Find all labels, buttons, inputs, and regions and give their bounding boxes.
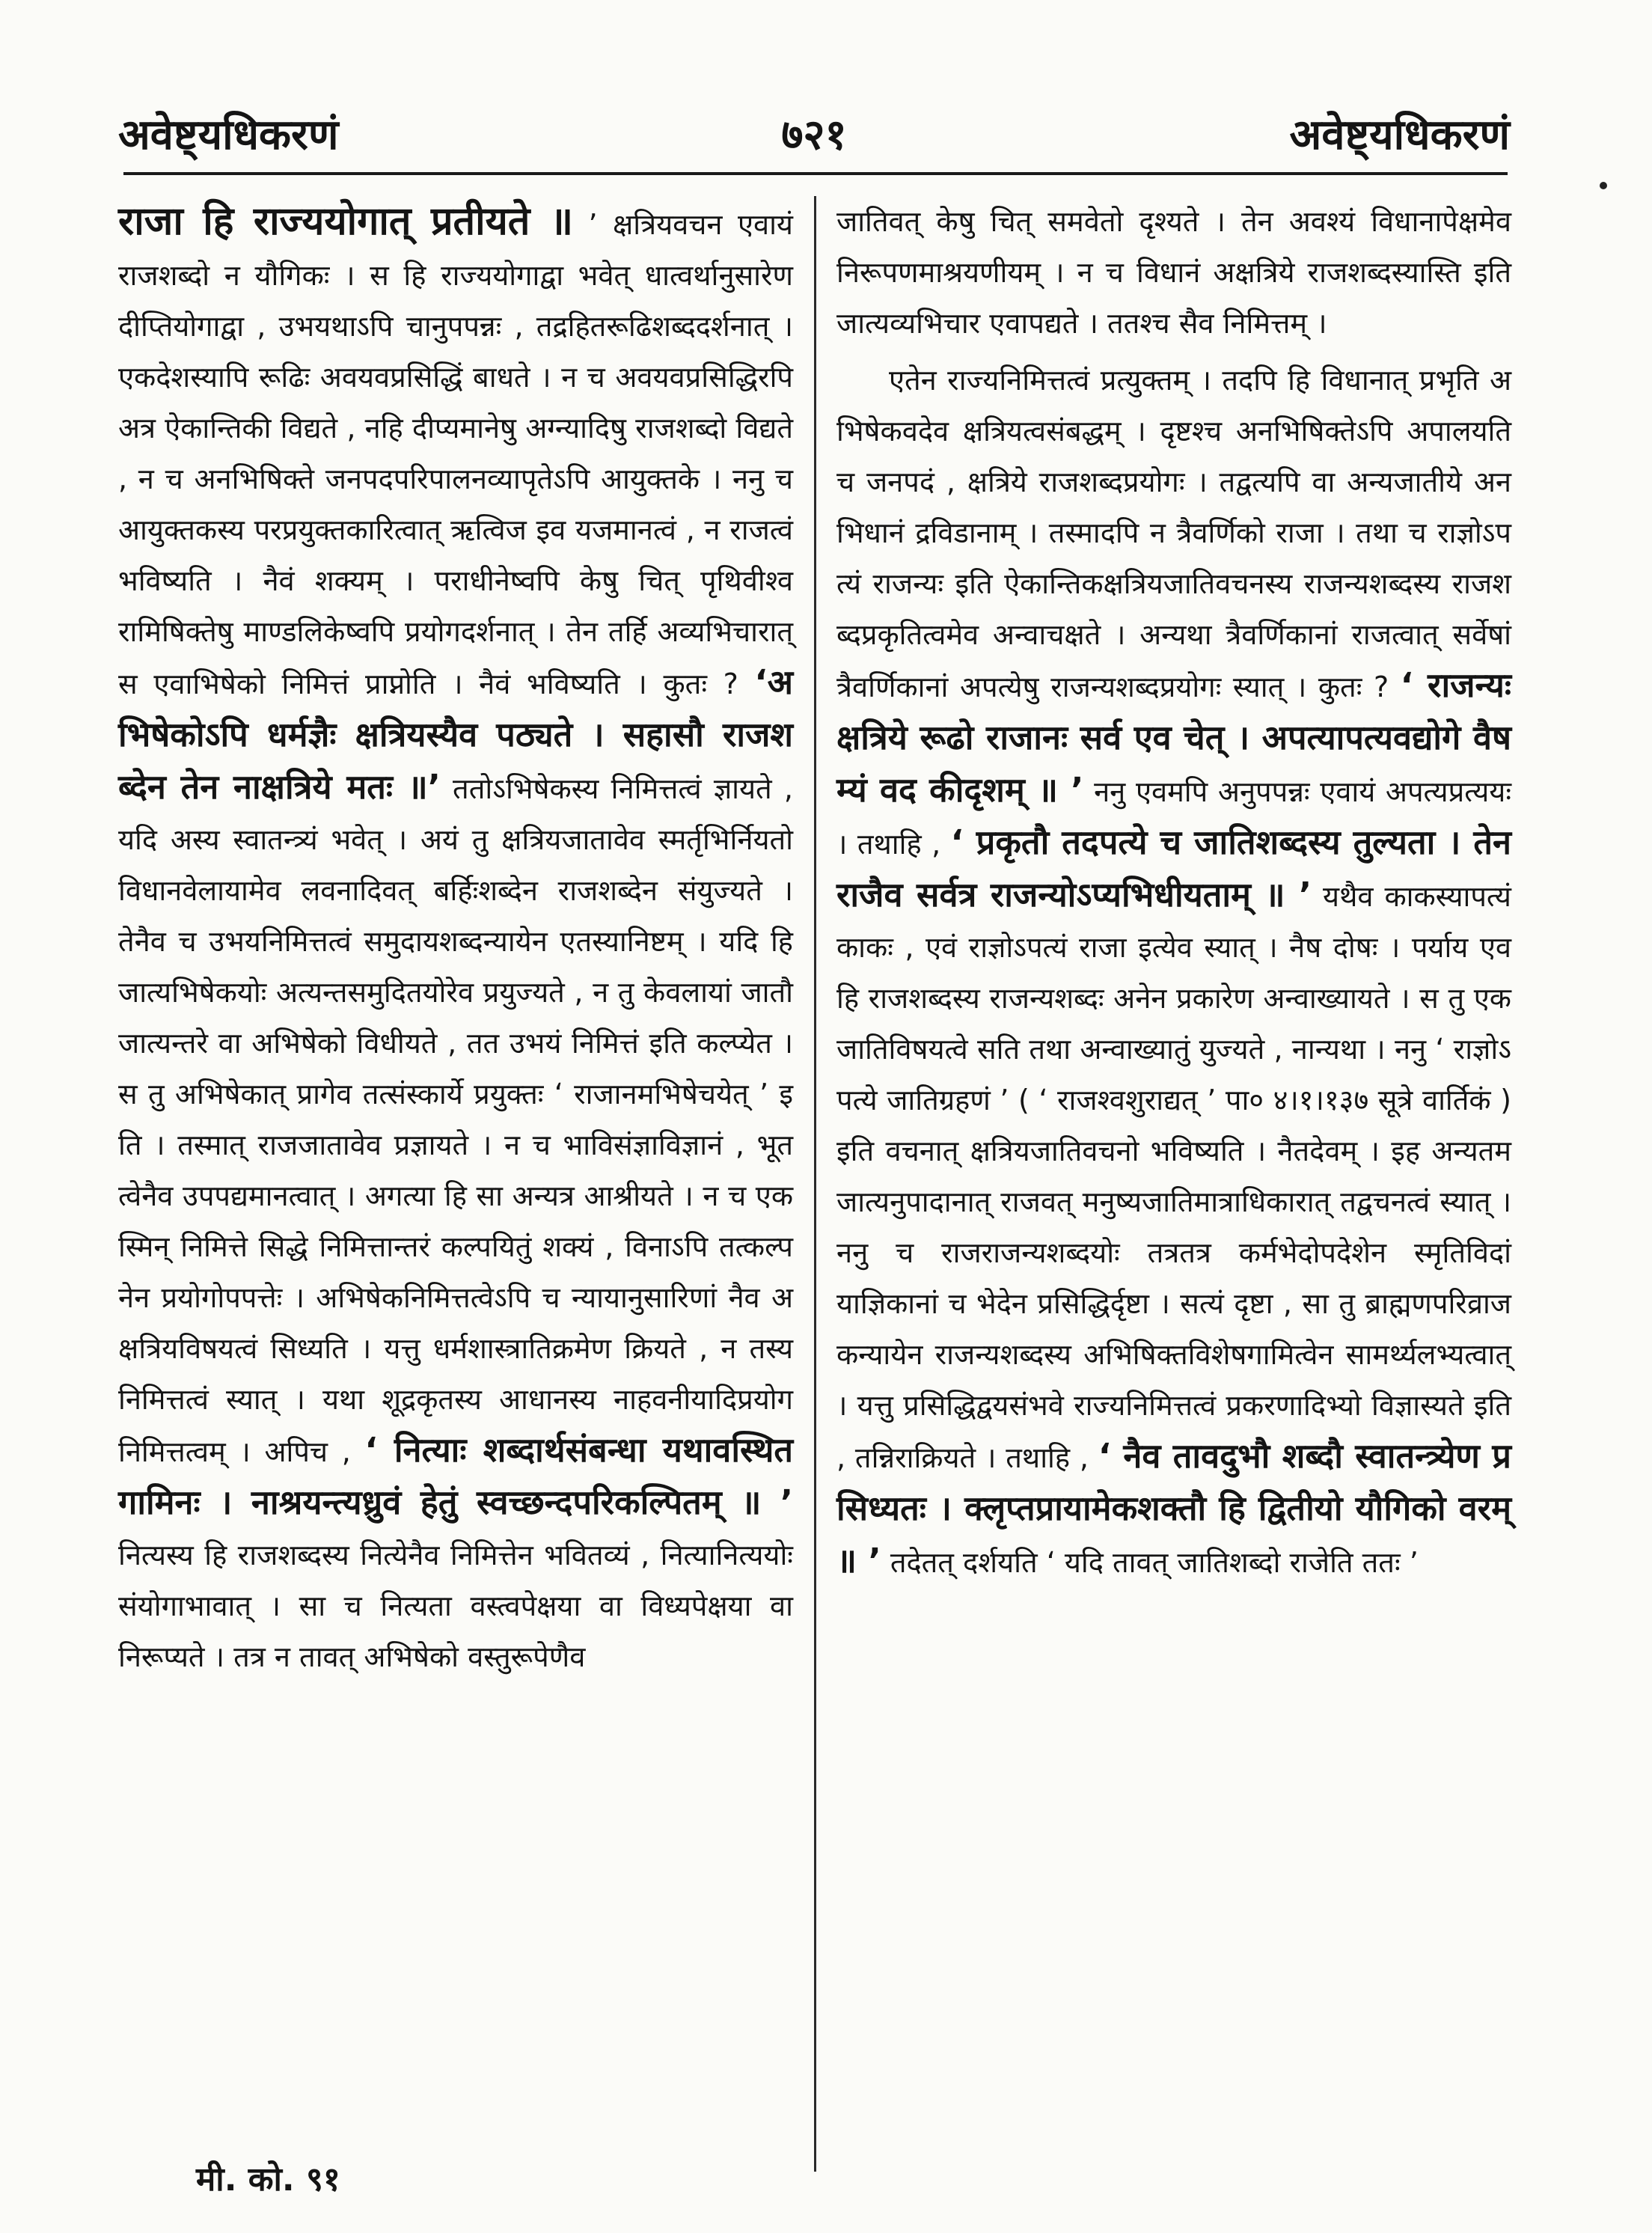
right-text-5: तदेतत् दर्शयति ‘ यदि तावत् जातिशब्दो राजेति ततः ’: [890, 1546, 1419, 1579]
stray-mark: [1600, 182, 1607, 189]
right-paragraph-1: जातिवत् केषु चित् समवेतो दृश्यते । तेन अवश्यं विधानापेक्षमेव निरूपणमाश्रयणीयम् । न च विधानं अक्षत्रिये राजशब्दस्यास्ति इति जात्यव्यभिचार एवापद्यते । ततश्च सैव निमित्तम् ।: [836, 205, 1511, 340]
left-verse-2: ‘ नित्याः शब्दार्थसंबन्धा यथावस्थितगामिनः । नाश्रयन्त्यध्रुवं हेतुं स्वच्छन्दपरिकल्पितम् ॥ ’: [118, 1430, 793, 1522]
left-text-1: ’ क्षत्रियवचन एवायं राजशब्दो न यौगिकः । स हि राज्ययोगाद्वा भवेत् धात्वर्थानुसारेण दीप्तियोगाद्वा , उभयथाऽपि चानुपपन्नः , तद्रहितरूढिशब्ददर्शनात् । एकदेशस्यापि रूढिः अवयवप्रसिद्धिं बाधते । न च अवयवप्रसिद्धिरपि अत्र ऐकान्तिकी विद्यते , नहि दीप्यमानेषु अग्न्यादिषु राजशब्दो विद्यते , न च अनभिषिक्ते जनपदपरिपालनव्यापृतेऽपि आयुक्तके । ननु च आयुक्तकस्य परप्रयुक्तकारित्वात् ऋत्विज इव यजमानत्वं , न राजत्वं भविष्यति । नैवं शक्यम् । पराधीनेष्वपि केषु चित् पृथिवीश्वरामिषिक्तेषु माण्डलिकेष्वपि प्रयोगदर्शनात् । तेन तर्हि अव्यभिचारात् स एवाभिषेको निमित्तं प्राप्नोति । नैवं भविष्यति । कुतः ?: [118, 208, 793, 700]
left-text-2: ततोऽभिषेकस्य निमित्तत्वं ज्ञायते , यदि अस्य स्वातन्त्र्यं भवेत् । अयं तु क्षत्रियजातावेव स्मर्तृभिर्नियतो विधानवेलायामेव लवनादिवत् बर्हिःशब्देन राजशब्देन संयुज्यते । तेनैव च उभयनिमित्तत्वं समुदायशब्दन्यायेन एतस्यानिष्टम् । यदि हि जात्यभिषेकयोः अत्यन्तसमुदितयोरेव प्रयुज्यते , न तु केवलायां जातौ जात्यन्तरे वा अभिषेको विधीयते , तत उभयं निमित्तं इति कल्प्येत । स तु अभिषेकात् प्रागेव तत्संस्कार्ये प्रयुक्तः ‘ राजानमभिषेचयेत् ’ इति । तस्मात् राजजातावेव प्रज्ञायते । न च भाविसंज्ञाविज्ञानं , भूतत्वेनैव उपपद्यमानत्वात् । अगत्या हि सा अन्यत्र आश्रीयते । न च एकस्मिन् निमित्ते सिद्धे निमित्तान्तरं कल्पयितुं शक्यं , विनाऽपि तत्कल्पनेन प्रयोगोपपत्तेः । अभिषेकनिमित्तत्वेऽपि च न्यायानुसारिणां नैव अक्षत्रियविषयत्वं सिध्यति । यत्तु धर्मशास्त्रातिक्रमेण क्रियते , न तस्य निमित्तत्वं स्यात् । यथा शूद्रकृतस्य आधानस्य नाहवनीयादिप्रयोगनिमित्तत्वम् । अपिच ,: [118, 772, 793, 1468]
right-column: [836, 196, 1511, 1594]
left-verse-1: ‘अभिषेकोऽपि धर्मज्ञैः क्षत्रियस्यैव पठ्यते । सहासौ राजशब्देन तेन नाक्षत्रिये मतः ॥’: [118, 662, 793, 807]
right-verse-3: ‘ नैव तावदुभौ शब्दौ स्वातन्त्र्येण प्रसिध्यतः । क्लृप्तप्रायामेकशक्तौ हि द्वितीयो यौगिको वरम् ॥ ’: [836, 1436, 1511, 1580]
running-head-left: अवेष्ट्यधिकरणं: [118, 111, 339, 159]
signature-mark: मी. को. ९१: [196, 2160, 340, 2199]
page-number: ७२१: [781, 111, 847, 159]
right-text-2: एतेन राज्यनिमित्तत्वं प्रत्युक्तम् । तदपि हि विधानात् प्रभृति अभिषेकवदेव क्षत्रियत्वसंबद्धम् । दृष्टश्च अनभिषिक्तेऽपि अपालयति च जनपदं , क्षत्रिये राजशब्दप्रयोगः । तद्वत्यपि वा अन्यजातीये अनभिधानं द्रविडानाम् । तस्मादपि न त्रैवर्णिको राजा । तथा च राज्ञोऽपत्यं राजन्यः इति ऐकान्तिकक्षत्रियजातिवचनस्य राजन्यशब्दस्य राजशब्दप्रकृतित्वमेव अन्वाचक्षते । अन्यथा त्रैवर्णिकानां राजत्वात् सर्वेषां त्रैवर्णिकानां अपत्येषु राजन्यशब्दप्रयोगः स्यात् । कुतः ?: [836, 364, 1511, 703]
right-text-4: यथैव काकस्यापत्यं काकः , एवं राज्ञोऽपत्यं राजा इत्येव स्यात् । नैष दोषः । पर्याय एव हि राजशब्दस्य राजन्यशब्दः अनेन प्रकारेण अन्वाख्यायते । स तु एकजातिविषयत्वे सति तथा अन्वाख्यातुं युज्यते , नान्यथा । ननु ‘ राज्ञोऽपत्ये जातिग्रहणं ’ ( ‘ राजश्वशुराद्यत् ’ पा० ४।१।१३७ सूत्रे वार्तिकं ) इति वचनात् क्षत्रियजातिवचनो भविष्यति । नैतदेवम् । इह अन्यतमजात्यनुपादानात् राजवत् मनुष्यजातिमात्राधिकारात् तद्वचनत्वं स्यात् । ननु च राजराजन्यशब्दयोः तत्रतत्र कर्मभेदोपदेशेन स्मृतिविदां याज्ञिकानां च भेदेन प्रसिद्धिर्दृष्टा । सत्यं दृष्टा , सा तु ब्राह्मणपरिव्राजकन्यायेन राजन्यशब्दस्य अभिषिक्तविशेषगामित्वेन सामर्थ्यलभ्यत्वात् । यत्तु प्रसिद्धिद्वयसंभवे राज्यनिमित्तत्वं प्रकरणादिभ्यो विज्ञास्यते इति , तन्निराक्रियते । तथाहि ,: [836, 880, 1511, 1474]
running-head-right: अवेष्ट्यधिकरणं: [1289, 111, 1510, 159]
column-divider: [814, 196, 816, 2172]
left-text-3: नित्यस्य हि राजशब्दस्य नित्येनैव निमित्तेन भवितव्यं , नित्यानित्ययोः संयोगाभावात् । सा च नित्यता वस्त्वपेक्षया वा विध्यपेक्षया वा निरूप्यते । तत्र न तावत् अभिषेको वस्तुरूपेणैव: [118, 1539, 793, 1673]
right-verse-1: ‘ राजन्यः क्षत्रिये रूढो राजानः सर्व एव चेत् । अपत्यापत्यवद्योगे वैषम्यं वद कीदृशम् ॥ ’: [836, 665, 1511, 810]
left-paragraph-1: [118, 196, 793, 1682]
right-verse-2: ‘ प्रकृतौ तदपत्ये च जातिशब्दस्य तुल्यता । तेन राजैव सर्वत्र राजन्योऽप्यभिधीयताम् ॥ ’: [836, 822, 1511, 914]
header-rule: [123, 172, 1508, 175]
right-text-3: ननु एवमपि अनुपपन्नः एवायं अपत्यप्रत्ययः । तथाहि ,: [836, 775, 1511, 861]
left-column: [118, 196, 793, 1688]
opening-phrase: राजा हि राज्ययोगात् प्रतीयते ॥: [118, 199, 574, 244]
right-paragraph-2: [836, 355, 1511, 1588]
page-header: [118, 105, 1510, 157]
